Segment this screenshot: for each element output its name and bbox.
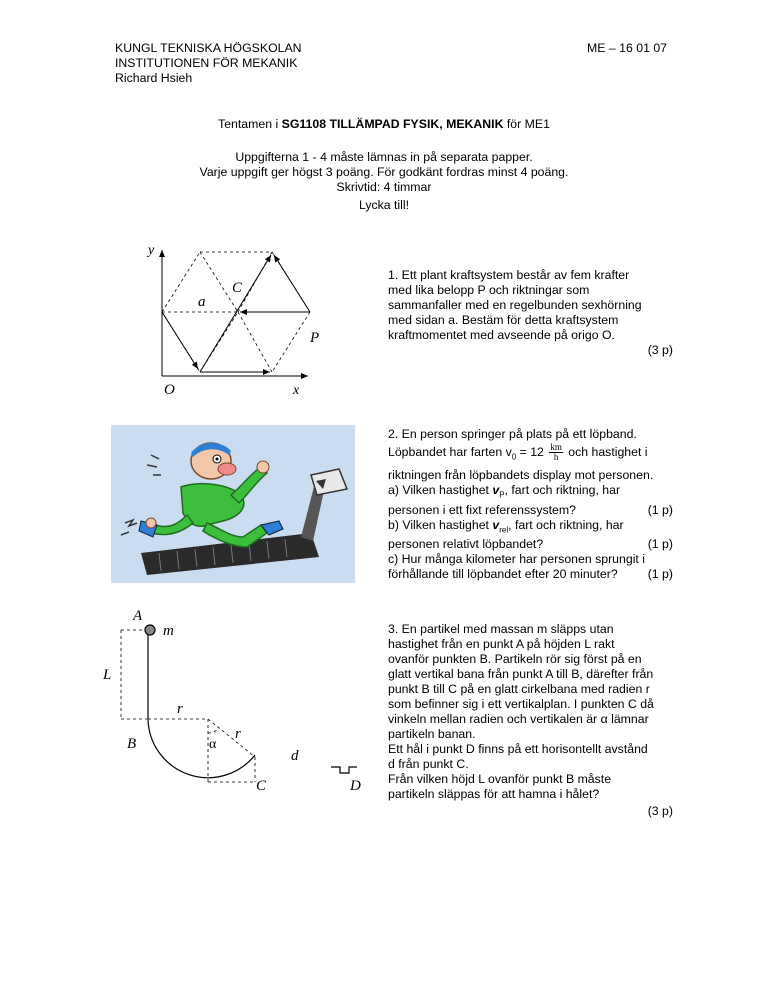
label-L: L xyxy=(103,667,112,683)
label-C: C xyxy=(232,280,243,296)
label-x: x xyxy=(293,383,300,398)
q2b-line xyxy=(388,518,673,537)
instruction-line: Uppgifterna 1 - 4 måste lämnas in på separata papper. xyxy=(235,150,533,164)
unit-numerator: km xyxy=(550,442,562,453)
label-r-horizontal: r xyxy=(177,701,183,717)
particle-track-figure xyxy=(95,605,370,800)
q2-speed-text: Löpbandet har farten v xyxy=(388,445,512,459)
q1-line: med sidan a. Bestäm för detta kraftsystem xyxy=(388,313,619,327)
height-dimension xyxy=(121,630,147,719)
vP-symbol: v xyxy=(492,483,500,498)
vrel-subscript: rel xyxy=(499,525,509,535)
q2b-line-2 xyxy=(388,537,673,552)
q2c-line-2 xyxy=(388,567,673,582)
q3-line: Ett hål i punkt D finns på ett horisontellt avstånd xyxy=(388,742,648,756)
q2-line: riktningen från löpbandets display mot personen. xyxy=(388,468,654,483)
label-A: A xyxy=(133,608,143,624)
q2b-text: b) Vilken hastighet xyxy=(388,517,493,532)
q2a-line-2 xyxy=(388,503,673,518)
q1-line: sammanfaller med en regelbunden sexhörning xyxy=(388,298,642,312)
q1-points: (3 p) xyxy=(647,343,673,357)
header-line: Richard Hsieh xyxy=(115,71,193,85)
question-3 xyxy=(388,622,673,819)
q3-line: hastighet från en punkt A på höjden L rakt xyxy=(388,637,615,651)
q2a-points: (1 p) xyxy=(647,502,673,517)
header-line: INSTITUTIONEN FÖR MEKANIK xyxy=(115,56,298,70)
q2-speed-tail: och hastighet i xyxy=(564,445,648,459)
q1-line: 1. Ett plant kraftsystem består av fem krafter xyxy=(388,268,630,282)
q2a-text: a) Vilken hastighet xyxy=(388,483,493,498)
title-suffix: för ME1 xyxy=(503,117,550,131)
force-vectors xyxy=(162,255,310,372)
vrel-symbol: v xyxy=(492,517,500,532)
label-P: P xyxy=(310,330,320,346)
hole-D xyxy=(331,767,357,773)
label-D: D xyxy=(350,778,361,794)
label-C-point: C xyxy=(256,778,267,794)
label-side-a: a xyxy=(198,294,206,310)
q3-points: (3 p) xyxy=(647,804,673,818)
title-prefix: Tentamen i xyxy=(218,117,282,131)
label-y: y xyxy=(148,243,155,258)
force-arrow xyxy=(162,312,198,369)
exam-date: ME – 16 01 07 xyxy=(587,41,667,55)
hexagon-force-figure xyxy=(140,238,330,398)
instruction-line: Skrivtid: 4 timmar xyxy=(336,180,432,194)
q3-line: d från punkt C. xyxy=(388,757,469,771)
q1-line: med lika belopp P och riktningar som xyxy=(388,283,590,297)
q3-line: glatt vertikal bana från punkt A till B, därefter från xyxy=(388,667,654,681)
unit-fraction xyxy=(549,443,563,462)
q3-line: punkt B till C på en glatt cirkelbana med radien r xyxy=(388,682,650,696)
question-1 xyxy=(388,268,673,358)
q2a-text-2: personen i ett fixt referenssystem? xyxy=(388,502,576,517)
q2c-text-2: förhållande till löpbandet efter 20 minuter? xyxy=(388,567,618,582)
force-arrow xyxy=(200,255,271,372)
institution-header xyxy=(115,41,302,86)
vP-subscript: P xyxy=(499,490,505,500)
q3-line: partikeln släppas för att hamna i hålet? xyxy=(388,787,600,801)
q2b-text-2: personen relativt löpbandet? xyxy=(388,537,544,552)
q1-line: kraftmomentet med avseende på origo O. xyxy=(388,328,615,342)
label-B: B xyxy=(127,736,137,752)
question-2 xyxy=(388,427,673,582)
unit-denominator: h xyxy=(553,452,559,463)
q3-line: vinkeln mellan radien och vertikalen är α lämnar xyxy=(388,712,649,726)
label-origin: O xyxy=(164,382,175,398)
q2b-tail: , fart och riktning, har xyxy=(508,517,624,532)
v0-subscript: 0 xyxy=(511,452,517,462)
q3-line: Från vilken höjd L ovanför punkt B måste xyxy=(388,772,612,786)
q3-line: som befinner sig i ett vertikalplan. I punkten C då xyxy=(388,697,654,711)
q2c-line: c) Hur många kilometer har personen sprungit i xyxy=(388,552,645,567)
q3-line: 3. En partikel med massan m släpps utan xyxy=(388,622,614,636)
label-r-radial: r xyxy=(235,726,241,742)
q2-speed-value: = 12 xyxy=(516,445,548,459)
q2b-points: (1 p) xyxy=(647,537,673,552)
label-m: m xyxy=(163,623,174,639)
particle-ball xyxy=(145,625,155,635)
q2a-tail: , fart och riktning, har xyxy=(504,483,621,498)
q3-line: partikeln banan. xyxy=(388,727,476,741)
q2-line: 2. En person springer på plats på ett löpband. xyxy=(388,427,637,441)
label-d: d xyxy=(291,748,299,764)
instructions xyxy=(0,150,768,195)
header-line: KUNGL TEKNISKA HÖGSKOLAN xyxy=(115,41,302,55)
q2a-line xyxy=(388,483,673,502)
exam-title xyxy=(0,117,768,132)
instruction-line: Varje uppgift ger högst 3 poäng. För godkänt fordras minst 4 poäng. xyxy=(199,165,569,179)
force-arrow xyxy=(274,255,310,312)
q3-line: ovanför punkten B. Partikeln rör sig först på en xyxy=(388,652,642,666)
q2c-points: (1 p) xyxy=(647,567,673,582)
treadmill-illustration xyxy=(111,425,355,583)
label-alpha: α xyxy=(209,737,217,752)
greeting: Lycka till! xyxy=(358,198,410,212)
q2-speed-line xyxy=(388,441,673,468)
course-name: SG1108 TILLÄMPAD FYSIK, MEKANIK xyxy=(281,117,504,131)
